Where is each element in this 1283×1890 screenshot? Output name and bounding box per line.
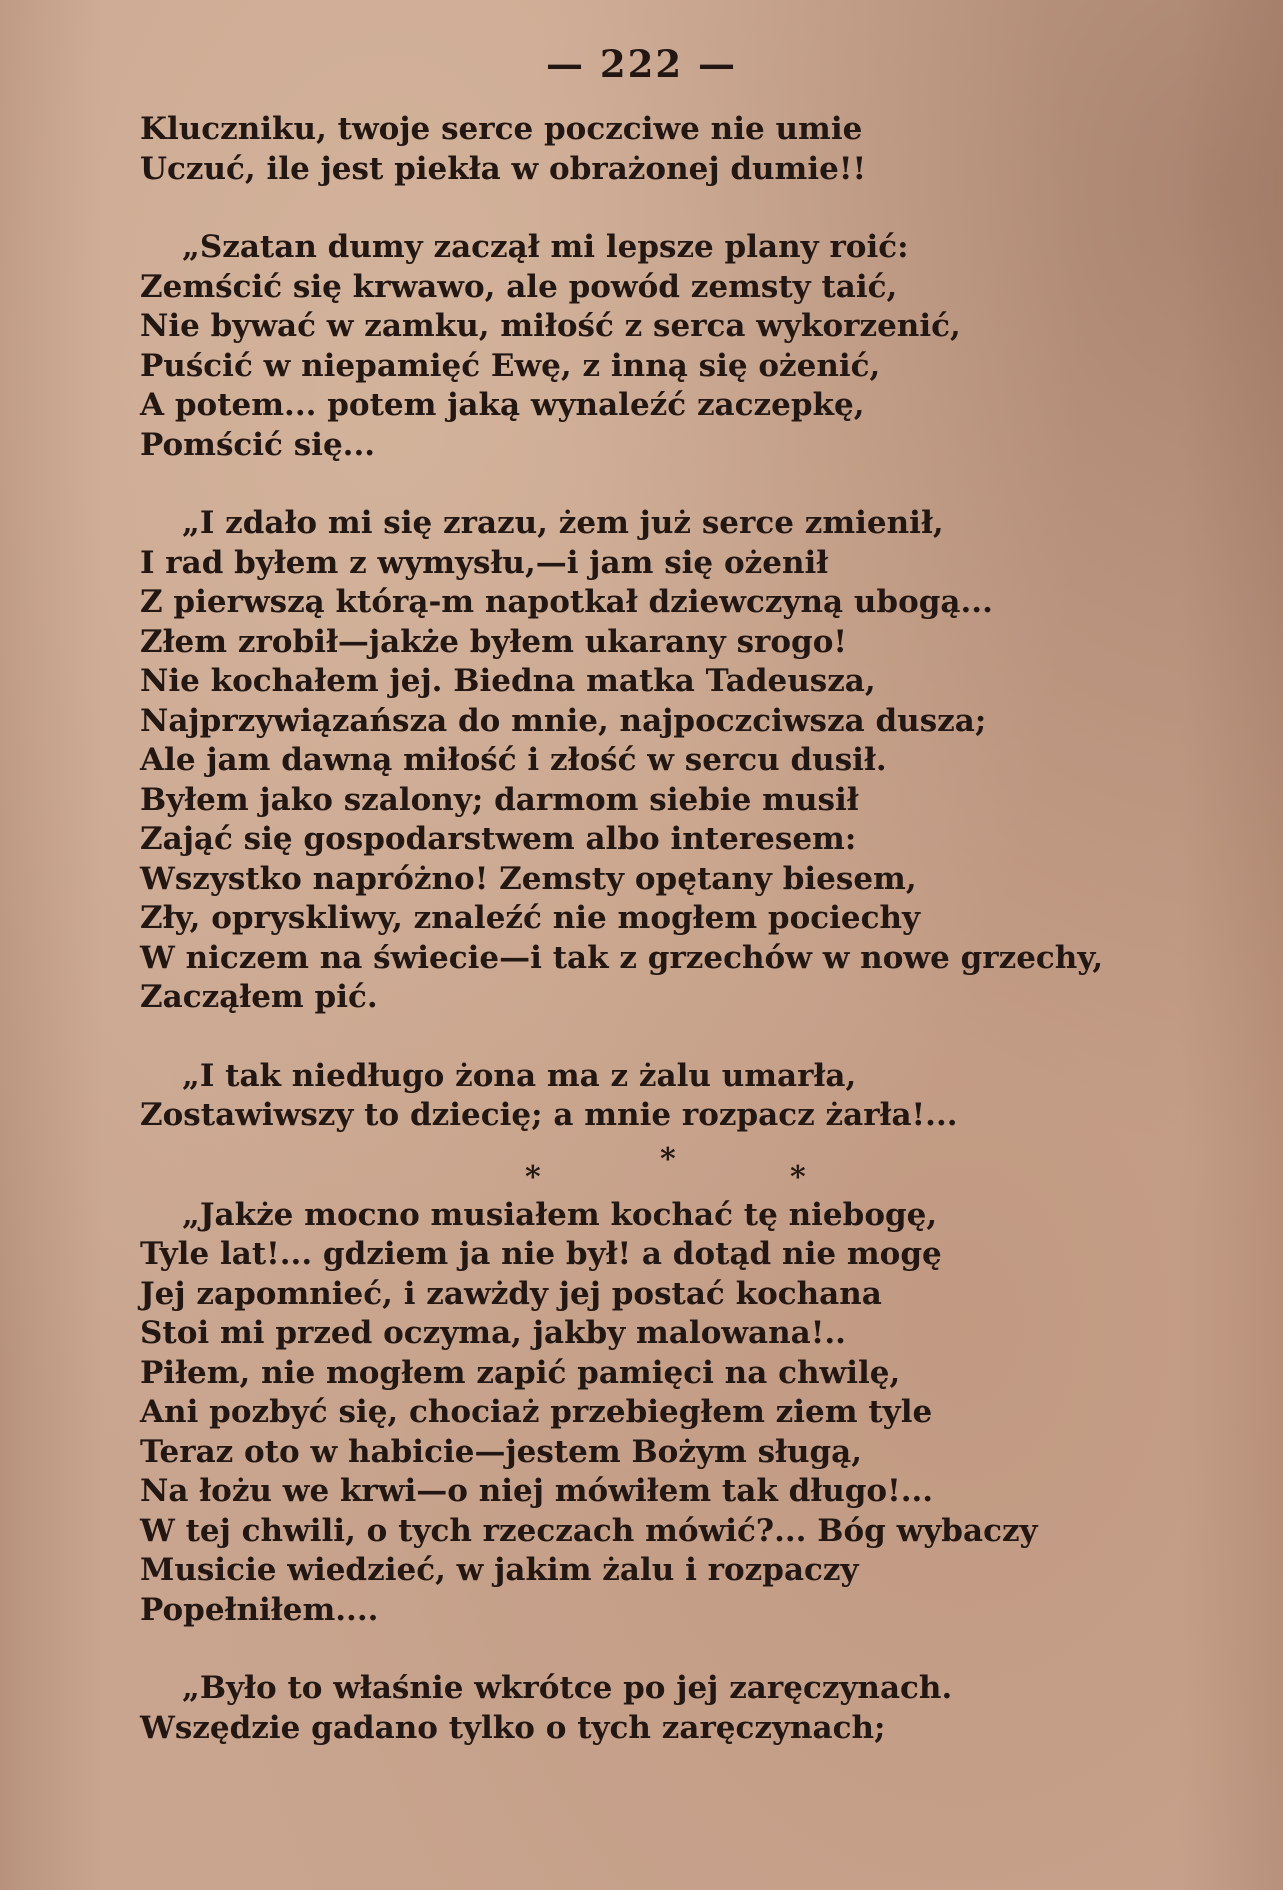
verse-line: Zacząłem pić. (140, 979, 378, 1015)
verse-line: Uczuć, ile jest piekła w obrażonej dumie!! (140, 150, 867, 187)
verse-line: Ani pozbyć się, chociaż przebiegłem ziem tyle (140, 1394, 933, 1430)
verse-line: Jej zapomnieć, i zawżdy jej postać kochana (140, 1275, 882, 1312)
verse-line: Musicie wiedzieć, w jakim żalu i rozpaczy (140, 1552, 859, 1588)
verse-line: Wszędzie gadano tylko o tych zaręczynach; (140, 1709, 886, 1746)
verse-line: „Szatan dumy zaczął mi lepsze plany roić: (182, 229, 909, 265)
verse-line: Nie kochałem jej. Biedna matka Tadeusza, (140, 663, 876, 699)
verse-line: Zły, opryskliwy, znaleźć nie mogłem pociechy (140, 900, 921, 936)
verse-line: Puścić w niepamięć Ewę, z inną się ożenić, (140, 347, 881, 384)
verse-line: Stoi mi przed oczyma, jakby malowana!.. (140, 1315, 846, 1351)
asterisk-icon: * (790, 1159, 806, 1195)
verse-line: I rad byłem z wymysłu,—i jam się ożenił (140, 544, 829, 581)
verse-line: „I zdało mi się zrazu, żem już serce zmienił, (182, 505, 944, 541)
stanza (140, 1669, 1230, 1748)
page-number: — 222 — (546, 42, 737, 86)
asterisk-icon: * (660, 1141, 676, 1177)
verse-line: „Jakże mocno musiałem kochać tę niebogę, (182, 1196, 938, 1233)
verse-line: Zająć się gospodarstwem albo interesem: (140, 821, 857, 857)
verse-line: Złem zrobił—jakże byłem ukarany srogo! (140, 623, 847, 660)
verse-line: Najprzywiązańsza do mnie, najpoczciwsza dusza; (140, 702, 987, 739)
verse-line: Nie bywać w zamku, miłość z serca wykorzenić, (140, 308, 961, 344)
section-separator (140, 1141, 1230, 1195)
verse-line: Kluczniku, twoje serce poczciwe nie umie (140, 111, 863, 147)
stanza (140, 504, 1230, 1018)
verse-line: W niczem na świecie—i tak z grzechów w nowe grzechy, (140, 939, 1104, 976)
verse-line: Tyle lat!... gdziem ja nie był! a dotąd nie mogę (140, 1236, 942, 1272)
verse-line: Wszystko napróżno! Zemsty opętany biesem, (140, 860, 917, 897)
verse-line: Zemścić się krwawo, ale powód zemsty taić, (140, 268, 898, 305)
verse-line: Pomścić się... (140, 426, 376, 463)
verse-line: „Było to właśnie wkrótce po jej zaręczynach. (182, 1670, 953, 1706)
poem-text (140, 110, 1230, 1748)
stanza (140, 110, 1230, 189)
verse-line: Z pierwszą którą-m napotkał dziewczyną ubogą... (140, 584, 993, 620)
verse-line: W tej chwili, o tych rzeczach mówić?... Bóg wybaczy (140, 1512, 1038, 1549)
verse-line: Na łożu we krwi—o niej mówiłem tak długo!... (140, 1473, 934, 1509)
verse-line: Zostawiwszy to dziecię; a mnie rozpacz żarła!... (140, 1097, 958, 1133)
verse-line: Byłem jako szalony; darmom siebie musił (140, 781, 859, 818)
verse-line: Teraz oto w habicie—jestem Bożym sługą, (140, 1433, 863, 1470)
verse-line: Ale jam dawną miłość i złość w sercu dusił. (140, 742, 887, 778)
verse-line: A potem... potem jaką wynaleźć zaczepkę, (140, 387, 865, 423)
verse-line: „I tak niedługo żona ma z żalu umarła, (182, 1057, 857, 1094)
asterisk-icon: * (525, 1159, 541, 1195)
stanza (140, 1196, 1230, 1631)
stanza (140, 1057, 1230, 1136)
verse-line: Piłem, nie mogłem zapić pamięci na chwilę, (140, 1354, 901, 1391)
stanza (140, 228, 1230, 465)
verse-line: Popełniłem.... (140, 1591, 379, 1628)
